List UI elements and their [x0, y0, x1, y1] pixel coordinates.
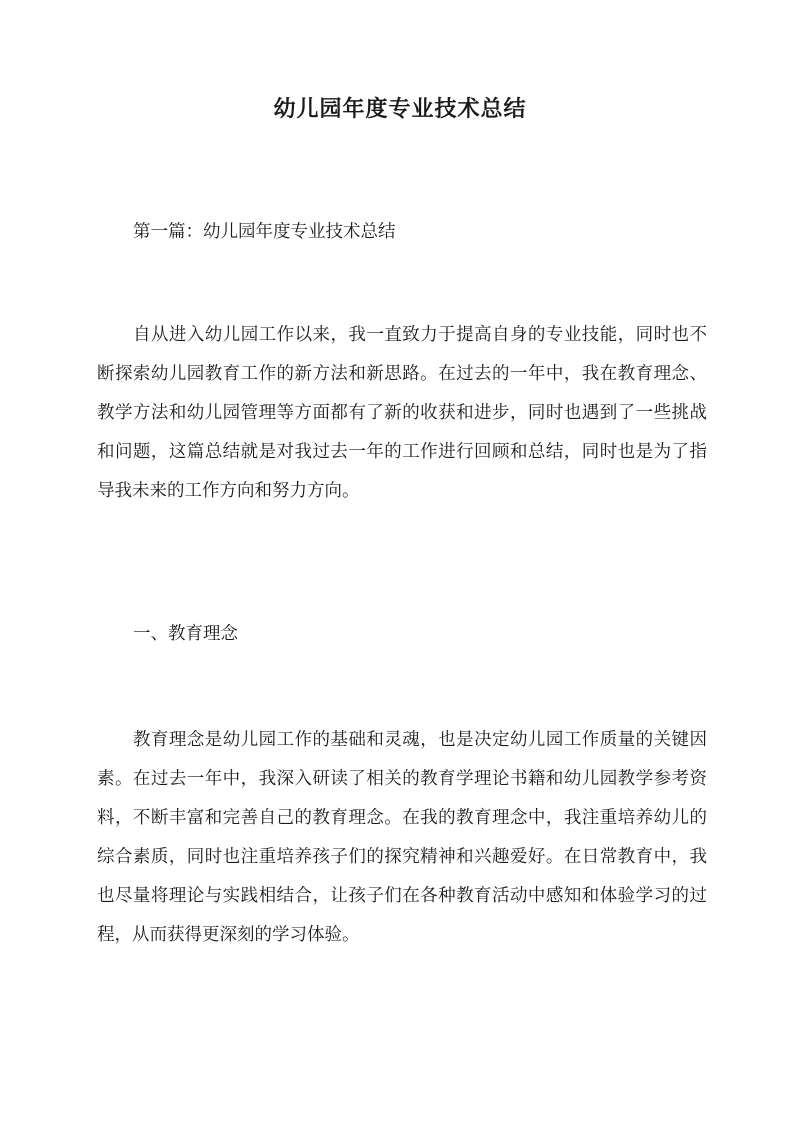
- document-subtitle: 第一篇：幼儿园年度专业技术总结: [133, 222, 396, 242]
- intro-paragraph: 自从进入幼儿园工作以来，我一直致力于提高自身的专业技能，同时也不断探索幼儿园教育工作的新方法和新思路。在过去的一年中，我在教育理念、教学方法和幼儿园管理等方面都有了新的收获和进步，同时也遇到了一些挑战和问题，这篇总结就是对我过去一年的工作进行回顾和总结，同时也是为了指导我未来的工作方向和努力方向。: [97, 325, 707, 501]
- education-philosophy-paragraph: 教育理念是幼儿园工作的基础和灵魂，也是决定幼儿园工作质量的关键因素。在过去一年中，我深入研读了相关的教育学理论书籍和幼儿园教学参考资料，不断丰富和完善自己的教育理念。在我的教育理念中，我注重培养幼儿的综合素质，同时也注重培养孩子们的探究精神和兴趣爱好。在日常教育中，我也尽量将理论与实践相结合，让孩子们在各种教育活动中感知和体验学习的过程，从而获得更深刻的学习体验。: [97, 730, 707, 945]
- page-title: 幼儿园年度专业技术总结: [273, 96, 527, 122]
- section-heading-education-philosophy: 一、教育理念: [133, 624, 238, 644]
